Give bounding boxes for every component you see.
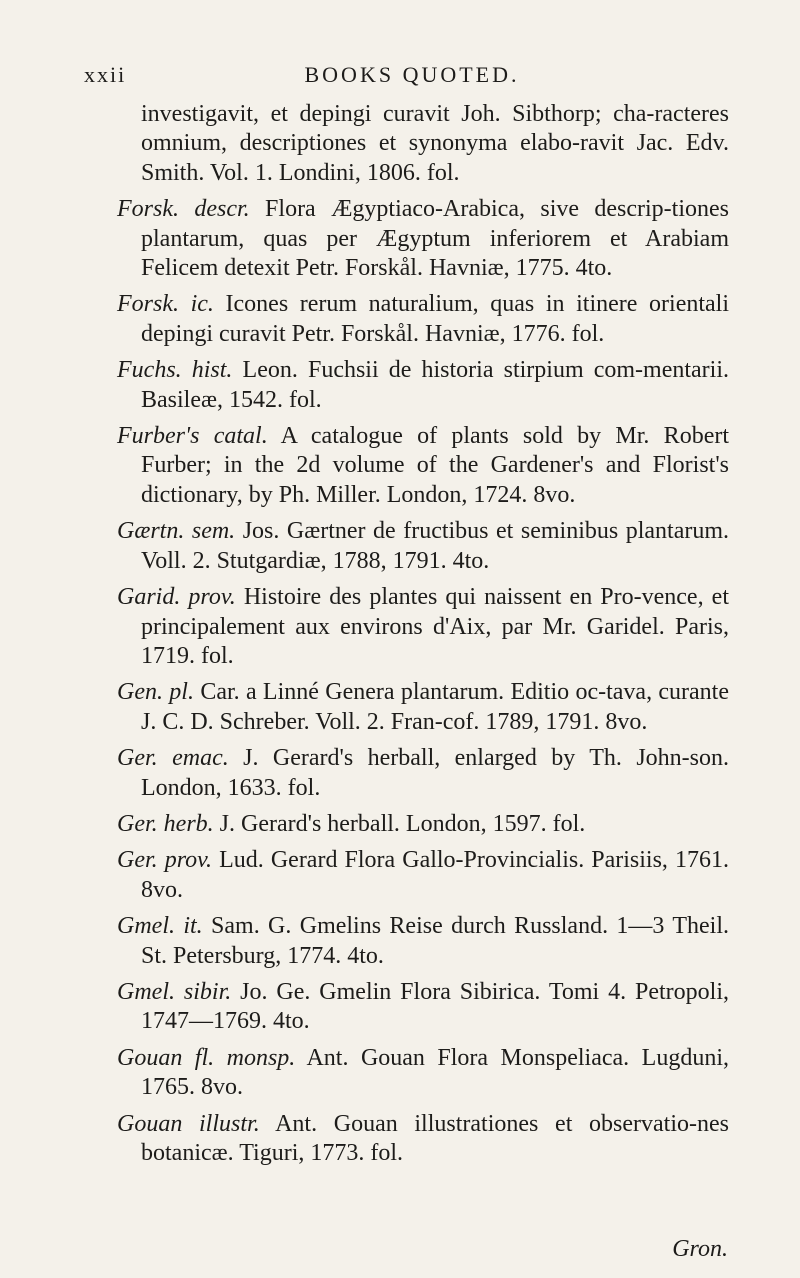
entry-abbreviation: Gmel. sibir.: [117, 978, 232, 1005]
entry-abbreviation: Ger. prov.: [117, 847, 213, 874]
entry-text: J. Gerard's herball. London, 1597. fol.: [219, 810, 586, 837]
entry-text: Jos. Gærtner de fructibus et seminibus plantarum. Voll. 2. Stutgardiæ, 1788, 1791. 4to.: [141, 518, 730, 574]
entry-abbreviation: Gmel. it.: [117, 913, 203, 940]
bibliography-entry: [117, 422, 729, 510]
bibliography-entry: [117, 290, 729, 349]
bibliography-entry: [117, 356, 729, 415]
entry-abbreviation: Forsk. descr.: [117, 196, 250, 223]
bibliography-entry: [117, 912, 729, 971]
entry-abbreviation: Garid. prov.: [117, 584, 236, 611]
page-title: BOOKS QUOTED.: [304, 62, 520, 87]
running-head: [84, 62, 740, 92]
bibliography-entry: [117, 810, 729, 839]
entry-abbreviation: Ger. emac.: [117, 745, 229, 772]
bibliography-entry: [117, 678, 729, 737]
entry-text: A catalogue of plants sold by Mr. Robert Furber; in the 2d volume of the Gardener's and Florist's dictionary, by Ph. Miller. London, 1724. 8vo.: [141, 423, 729, 508]
entry-text: Car. a Linné Genera plantarum. Editio oc-tava, curante J. C. D. Schreber. Voll. 2. Fran-cof. 1789, 1791. 8vo.: [141, 679, 730, 735]
bibliography-list: [117, 100, 729, 1175]
entry-abbreviation: Furber's catal.: [117, 423, 268, 450]
bibliography-entry: [117, 583, 729, 671]
catchword: Gron.: [672, 1236, 728, 1262]
entry-abbreviation: Gouan illustr.: [117, 1110, 260, 1137]
bibliography-entry: [117, 978, 729, 1037]
entry-abbreviation: Gouan fl. monsp.: [117, 1044, 296, 1071]
entry-abbreviation: Forsk. ic.: [117, 291, 214, 318]
entry-text: Sam. G. Gmelins Reise durch Russland. 1—3 Theil. St. Petersburg, 1774. 4to.: [141, 913, 730, 969]
entry-text: J. Gerard's herball, enlarged by Th. John-son. London, 1633. fol.: [141, 745, 729, 801]
entry-text: Histoire des plantes qui naissent en Pro-vence, et principalement aux environs d'Aix, par Mr. Garidel. Paris, 1719. fol.: [141, 584, 729, 669]
bibliography-entry: [117, 517, 729, 576]
entry-abbreviation: Fuchs. hist.: [117, 357, 233, 384]
entry-text: Leon. Fuchsii de historia stirpium com-mentarii. Basileæ, 1542. fol.: [141, 357, 729, 413]
entry-text: Icones rerum naturalium, quas in itinere orientali depingi curavit Petr. Forskål. Havniæ, 1776. fol.: [141, 291, 730, 347]
entry-text: Lud. Gerard Flora Gallo-Provincialis. Parisiis, 1761. 8vo.: [141, 847, 729, 903]
bibliography-entry: [117, 195, 729, 283]
bibliography-entry: [117, 100, 729, 188]
entry-abbreviation: Ger. herb.: [117, 810, 214, 837]
entry-text: Jo. Ge. Gmelin Flora Sibirica. Tomi 4. Petropoli, 1747—1769. 4to.: [141, 978, 729, 1035]
bibliography-entry: [117, 1110, 729, 1169]
entry-text: Flora Ægyptiaco-Arabica, sive descrip-tiones plantarum, quas per Ægyptum inferiorem et Arabiam Felicem detexit Petr. Forskål. Havniæ, 1775. 4to.: [141, 196, 729, 282]
entry-text: investigavit, et depingi curavit Joh. Sibthorp; cha-racteres omnium, descriptiones et synonyma elabo-ravit Jac. Edv. Smith. Vol. 1. Londini, 1806. fol.: [141, 101, 729, 186]
bibliography-entry: [117, 1044, 729, 1103]
bibliography-entry: [117, 846, 729, 905]
page-number: xxii: [84, 62, 127, 87]
bibliography-entry: [117, 744, 729, 803]
entry-abbreviation: Gen. pl.: [117, 679, 194, 706]
entry-abbreviation: Gærtn. sem.: [117, 518, 236, 545]
entry-text: Ant. Gouan Flora Monspeliaca. Lugduni, 1765. 8vo.: [141, 1044, 729, 1101]
entry-text: Ant. Gouan illustrationes et observatio-nes botanicæ. Tiguri, 1773. fol.: [141, 1110, 729, 1166]
